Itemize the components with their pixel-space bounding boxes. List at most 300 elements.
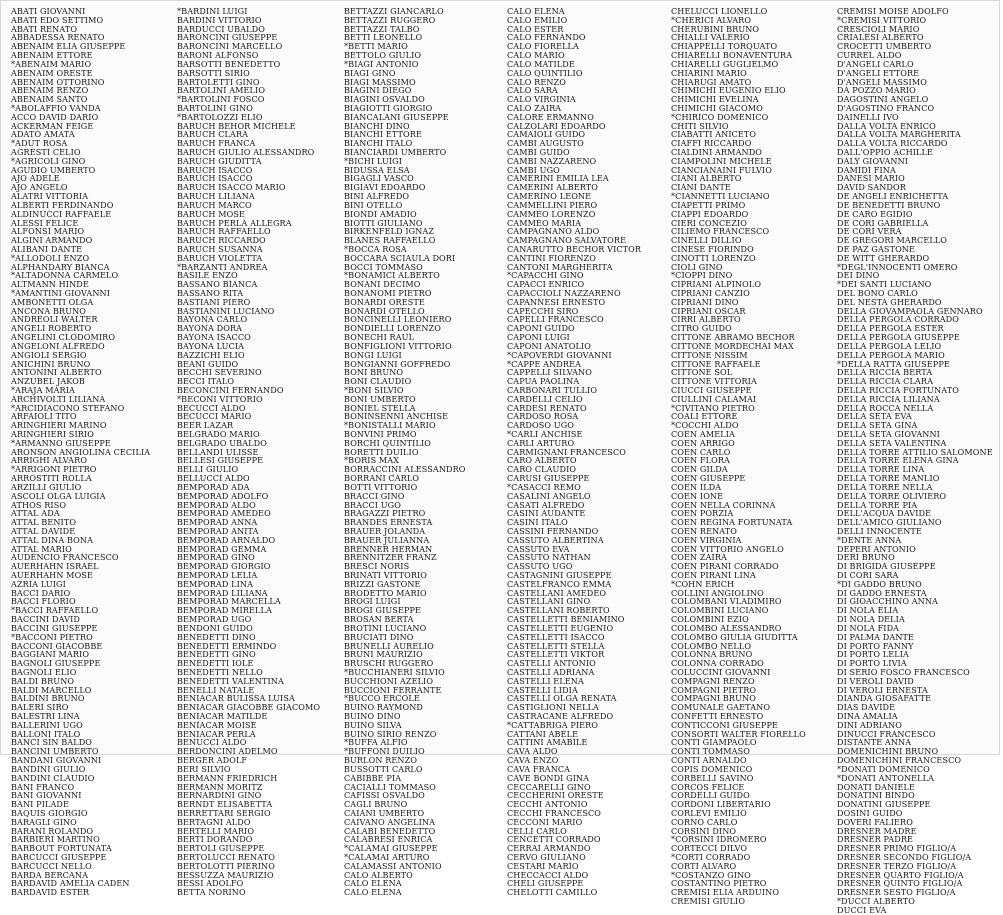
name-entry: *ALTADONNA CARMELO bbox=[11, 270, 119, 281]
name-entry: BALERI SIRO bbox=[11, 702, 69, 713]
name-entry: CASINI ITALO bbox=[507, 517, 568, 528]
name-entry: BEMPORAD ANNA bbox=[177, 517, 258, 528]
name-entry: BAGNOLI ELIO bbox=[11, 666, 77, 677]
name-entry: *DONATI ANTONELLA bbox=[837, 772, 935, 783]
name-entry: CELLI CARLO bbox=[507, 825, 567, 836]
name-entry: COLONNA BRUNO bbox=[671, 649, 753, 660]
name-entry: *CORSINI IDROMERO bbox=[671, 834, 767, 845]
name-entry: CHIAPPELLI TORQUATO bbox=[671, 41, 778, 52]
name-entry: CASTELLANI GINO bbox=[507, 596, 591, 607]
name-entry: DI PORTO LIVIA bbox=[837, 658, 907, 669]
name-entry: CAPONI GUIDO bbox=[507, 323, 575, 334]
name-entry: DELLA TORRE PIA bbox=[837, 499, 918, 510]
name-entry: BENEDETTI NELLO bbox=[177, 666, 263, 677]
name-entry: BIGIAVI EDOARDO bbox=[344, 182, 426, 193]
name-entry: BAYONA ISACCO bbox=[177, 332, 251, 343]
name-entry: CIABATTI ANICETO bbox=[671, 129, 757, 140]
name-entry: BERTELLI MARIO bbox=[177, 825, 255, 836]
name-entry: BARUCH ISACCO bbox=[177, 173, 253, 184]
name-entry: BONGI LUIGI bbox=[344, 349, 402, 360]
name-entry: COLLINI ANGIOLINO bbox=[671, 587, 764, 598]
name-entry: *BIAGI ANTONIO bbox=[344, 58, 419, 69]
name-entry: BRANDES ERNESTA bbox=[344, 517, 433, 528]
name-entry: CONTI TOMMASO bbox=[671, 746, 751, 757]
name-entry: CAPUA PAOLINA bbox=[507, 376, 580, 387]
name-entry: ADATO AMATA bbox=[11, 129, 75, 140]
name-entry: BARONCINI GIUSEPPE bbox=[177, 32, 278, 43]
name-entry: ARROSTITI ROLLA bbox=[11, 473, 92, 484]
name-entry: CHERUBINI BRUNO bbox=[671, 23, 760, 34]
name-entry: CAVA FRANCA bbox=[507, 763, 571, 774]
name-entry: CAFISSI OSVALDO bbox=[344, 790, 425, 801]
name-entry: CORDONI LIBERTARIO bbox=[671, 799, 771, 810]
name-entry: BARUCH ISACCO bbox=[177, 164, 253, 175]
name-entry: CRIALESI ALBERTO bbox=[837, 32, 924, 43]
name-entry: BIOTTI GIULIANO bbox=[344, 217, 423, 228]
name-entry: CITTONE SOL bbox=[671, 367, 733, 378]
name-entry: BAYONA CARLO bbox=[177, 314, 248, 325]
name-entry: CALO VIRGINIA bbox=[507, 94, 576, 105]
name-entry: ABENAIM ETTORE bbox=[11, 50, 93, 61]
name-entry: DI NOLA FIDA bbox=[837, 622, 900, 633]
name-entry: BARDAVID AMELIA CADEN bbox=[11, 878, 130, 889]
name-entry: BANDANI GIOVANNI bbox=[11, 755, 102, 766]
name-entry: BERMANN FRIEDRICH bbox=[177, 772, 278, 783]
name-entry: BAZZICHI ELIO bbox=[177, 349, 245, 360]
name-entry: CAIANI UMBERTO bbox=[344, 807, 425, 818]
name-entry: BRUNELLI AURELIO bbox=[344, 640, 434, 651]
name-entry: CORTECCI DILVO bbox=[671, 843, 748, 854]
name-entry: BARBIERI MARTINO bbox=[11, 834, 100, 845]
name-entry: DRESNER PADRE bbox=[837, 834, 914, 845]
name-entry: ABATI EDO SETTIMO bbox=[11, 14, 104, 25]
name-entry: CASTELLANI AMEDEO bbox=[507, 587, 607, 598]
name-entry: AJO ADELE bbox=[11, 173, 60, 184]
name-entry: COLOMBANI VLADIMIRO bbox=[671, 596, 782, 607]
name-entry: BARTOLINI AMELIO bbox=[177, 85, 266, 96]
name-entry: BARDINI VITTORIO bbox=[177, 14, 262, 25]
name-entry: CECCHI FRANCESCO bbox=[507, 807, 602, 818]
name-entry: CESTARI MARIO bbox=[507, 860, 579, 871]
name-entry: CERRAI ARMANDO bbox=[507, 843, 591, 854]
name-entry: BORETTI DUILIO bbox=[344, 446, 419, 457]
name-entry: BARUCH FRANCA bbox=[177, 138, 256, 149]
name-entry: BANDINI GIULIO bbox=[11, 763, 86, 774]
name-entry: ANDREOLI WALTER bbox=[11, 314, 98, 325]
name-entry: CASTAGNINI GIUSEPPE bbox=[507, 570, 612, 580]
name-entry: CONFETTI ERNESTO bbox=[671, 711, 764, 721]
name-entry: BACCONI GIACOBBE bbox=[11, 640, 103, 651]
name-entry: BEMPORAD ADOLFO bbox=[177, 490, 269, 501]
name-entry: BORRACCINI ALESSANDRO bbox=[344, 464, 466, 475]
name-entry: CASTELLETTI VIKTOR bbox=[507, 649, 605, 660]
name-entry: DEL BONO CARLO bbox=[837, 288, 918, 298]
name-entry: BAGGIANI MARIO bbox=[11, 649, 90, 660]
name-entry: COMPAGNI BRUNO bbox=[671, 693, 756, 704]
name-entry: BARONCINI MARCELLO bbox=[177, 41, 283, 52]
name-entry: DIAS DAVIDE bbox=[837, 702, 896, 713]
name-entry: DELLA SETA VALENTINA bbox=[837, 437, 947, 448]
name-entry: *CALAMAI GIUSEPPE bbox=[344, 843, 438, 854]
name-entry: ALTMANN HINDE bbox=[11, 279, 89, 290]
name-entry: BOCCI TOMMASO bbox=[344, 261, 423, 272]
name-entry: CALORE ERMANNO bbox=[507, 111, 594, 122]
name-entry: BINI OTELLO bbox=[344, 199, 403, 210]
name-entry: CITTONE ABRAMO BECHOR bbox=[671, 332, 795, 343]
name-entry: BERNDT ELISABETTA bbox=[177, 799, 273, 810]
name-entry: BROGI LUIGI bbox=[344, 596, 401, 607]
name-entry: CIPRIANI CANZIO bbox=[671, 288, 750, 298]
name-entry: CAPELLI FRANCESCO bbox=[507, 314, 604, 325]
name-entry: CHIALLI VALERIO bbox=[671, 32, 750, 43]
name-entry: CENCETTI CORRADO bbox=[507, 834, 601, 845]
name-entry: *ARRIGONI PIETRO bbox=[11, 464, 97, 475]
name-entry: *BARDINI LUIGI bbox=[177, 6, 248, 16]
name-entry: BERTI DORANDO bbox=[177, 834, 253, 845]
name-entry: *ALLODOLI ENZO bbox=[11, 252, 90, 263]
name-entry: CAGLI BRUNO bbox=[344, 799, 408, 810]
name-entry: BIAGI MASSIMO bbox=[344, 76, 416, 87]
name-entry: DOMENICHINI BRUNO bbox=[837, 746, 939, 757]
name-entry: BARUCH BEHOR MICHELE bbox=[177, 120, 296, 131]
name-entry: *DELLA RATTA GIUSEPPE bbox=[837, 358, 950, 369]
name-entry: *CAPACCHI GINO bbox=[507, 270, 584, 281]
name-entry: BEMPORAD LELIA bbox=[177, 570, 258, 580]
name-entry: BRUCIATI DINO bbox=[344, 631, 414, 642]
name-entry: BENIACAR GIACOBBE GIACOMO bbox=[177, 702, 321, 713]
name-entry: ARRIGHI ALVARO bbox=[11, 455, 88, 466]
name-entry: DELLA SETA GIOVANNI bbox=[837, 429, 940, 439]
name-entry: CAPPELLI SILVANO bbox=[507, 367, 592, 378]
name-entry: *BICHI LUIGI bbox=[344, 155, 403, 166]
name-entry: BRINATI VITTORIO bbox=[344, 570, 428, 580]
name-entry: BROGI GIUSEPPE bbox=[344, 605, 422, 616]
name-entry: CASINI AUDANTE bbox=[507, 508, 586, 519]
name-entry: DELLA PERGOLA GIUSEPPE bbox=[837, 332, 960, 343]
name-entry: BALDINI BRUNO bbox=[11, 693, 85, 704]
name-entry: CALO FERNANDO bbox=[507, 32, 586, 43]
name-entry: BALLERINI UGO bbox=[11, 719, 83, 730]
name-entry: BECONCINI FERNANDO bbox=[177, 384, 284, 395]
name-entry: BEMPORAD GEMMA bbox=[177, 543, 267, 554]
name-entry: BENDONI GUIDO bbox=[177, 622, 253, 633]
name-entry: DELLA GIOVAMPAOLA GENNARO bbox=[837, 305, 983, 316]
name-entry: DELLA ROCCA NELLA bbox=[837, 402, 934, 413]
name-entry: DI NOLA DELIA bbox=[837, 614, 905, 625]
name-entry: CAPECCHI SIRO bbox=[507, 305, 579, 316]
name-entry: DALLA VOLTA ENRICO bbox=[837, 120, 936, 131]
name-entry: CAVA ALDO bbox=[507, 746, 558, 757]
name-entry: *BUCCHIANERI SILVIO bbox=[344, 666, 445, 677]
name-entry: DE GREGORI MARCELLO bbox=[837, 235, 948, 246]
name-entry: ABATI GIOVANNI bbox=[11, 6, 86, 16]
name-entry: BRUNI MAURIZIO bbox=[344, 649, 423, 660]
name-entry: CAMMEO MARIA bbox=[507, 217, 582, 228]
name-entry: BARUCH CLARA bbox=[177, 129, 249, 140]
name-entry: CANARUTTO BECHOR VICTOR bbox=[507, 243, 642, 254]
name-entry: CAPACCIOLI NAZZARENO bbox=[507, 288, 621, 298]
name-entry: CIALDINI ARMANDO bbox=[671, 147, 763, 157]
name-entry: *ABOLAFFIO VANDA bbox=[11, 102, 101, 113]
name-entry: BARDUCCI UBALDO bbox=[177, 23, 265, 34]
name-entry: ANGELI ROBERTO bbox=[11, 323, 92, 334]
name-entry: BERDONCINI ADELMO bbox=[177, 746, 278, 757]
name-entry: BONGIANNI GOFFREDO bbox=[344, 358, 451, 369]
name-entry: BONIEL STELLA bbox=[344, 402, 416, 413]
name-entry: ACCO DAVID DARIO bbox=[11, 111, 99, 122]
name-entry: ABENAIM SANTO bbox=[11, 94, 88, 105]
name-entry: BARDA BERCANA bbox=[11, 869, 89, 880]
name-entry: BENEDETTI DINO bbox=[177, 631, 256, 642]
name-entry: CREMISI ELIA ARDUINO bbox=[671, 887, 780, 898]
name-entry: COEN PIRANI LINA bbox=[671, 570, 756, 580]
name-entry: BETTA NORINO bbox=[177, 887, 246, 898]
name-entry: *BECONI VITTORIO bbox=[177, 393, 263, 404]
name-entry: BELLUCCI ALDO bbox=[177, 473, 250, 484]
name-entry: AGRESTI CELIO bbox=[11, 147, 81, 157]
name-entry: DELLA RICCIA CLARA bbox=[837, 376, 934, 387]
name-entry: DAGOSTINI ANGELO bbox=[837, 94, 929, 105]
name-entry: CASTELLI ANTONIO bbox=[507, 658, 596, 669]
name-entry: ARINGHIERI SIRIO bbox=[11, 429, 94, 439]
name-entry: BENIACAR PERLA bbox=[177, 728, 256, 739]
name-entry: DISTANTE ANNA bbox=[837, 737, 912, 748]
name-entry: DINUCCI FRANCESCO bbox=[837, 728, 936, 739]
name-entry: BETTAZZI RUGGERO bbox=[344, 14, 436, 25]
name-entry: CASTELLETTI BENIAMINO bbox=[507, 614, 625, 625]
name-entry: ANGELINI CLODOMIRO bbox=[11, 332, 116, 343]
name-entry: *CAPOVERDI GIOVANNI bbox=[507, 349, 612, 360]
name-entry: *CASACCI REMO bbox=[507, 481, 581, 492]
name-entry: BIANCALANI GIUSEPPE bbox=[344, 111, 449, 122]
name-entry: COEN ILDA bbox=[671, 481, 722, 492]
name-entry: CREMISI GIULIO bbox=[671, 896, 746, 907]
name-entry: CREMISI MOISE ADOLFO bbox=[837, 6, 949, 16]
name-entry: BROTINI LUCIANO bbox=[344, 622, 427, 633]
name-entry: CONTI ARNALDO bbox=[671, 755, 747, 766]
name-entry: CHIMICHI GIACOMO bbox=[671, 102, 763, 113]
name-entry: CAMERINI ALBERTO bbox=[507, 182, 599, 193]
name-entry: DI NOLA ELIA bbox=[837, 605, 899, 616]
name-entry: BASILE ENZO bbox=[177, 270, 238, 281]
name-entry: COLOMBO NELLO bbox=[671, 640, 752, 651]
name-entry: CIANCIANAINI FULVIO bbox=[671, 164, 772, 175]
name-entry: BALLONI ITALO bbox=[11, 728, 81, 739]
name-entry: CHIARUGI AMATO bbox=[671, 76, 752, 87]
name-entry: BUINO DINO bbox=[344, 711, 401, 721]
name-entry: *DEI SANTI LUCIANO bbox=[837, 279, 932, 290]
name-entry: *BUCCO ERCOLE bbox=[344, 693, 420, 704]
name-entry: ABENAIM RENZO bbox=[11, 85, 89, 96]
name-entry: *AGRICOLI GINO bbox=[11, 155, 86, 166]
name-entry: DAMIDI FINA bbox=[837, 164, 896, 175]
name-entry: CAMAIOLI GUIDO bbox=[507, 129, 586, 140]
name-entry: ABENAIM OTTORINO bbox=[11, 76, 105, 87]
name-entry: *ARMANNO GIUSEPPE bbox=[11, 437, 111, 448]
name-entry: DRESNER QUARTO FIGLIO/A bbox=[837, 869, 964, 880]
name-entry: DI SERIO FOSCO FRANCESCO bbox=[837, 666, 970, 677]
name-entry: DEPERI ANTONIO bbox=[837, 543, 916, 554]
name-entry: CAPACCI ENRICO bbox=[507, 279, 585, 290]
name-entry: BAQUIS GIORGIO bbox=[11, 807, 88, 818]
name-entry: BENEDETTI VALENTINA bbox=[177, 675, 284, 686]
name-column-2 bbox=[177, 6, 343, 898]
name-entry: COEN PIRANI CORRADO bbox=[671, 561, 779, 572]
name-entry: D'AGOSTINO FRANCO bbox=[837, 102, 935, 113]
name-entry: DRESNER TERZO FIGLIO/A bbox=[837, 860, 957, 871]
name-entry: DE CORI VERA bbox=[837, 226, 902, 237]
name-entry: BRENNITZER FRANZ bbox=[344, 552, 437, 563]
name-entry: BONANOMI PIETRO bbox=[344, 288, 432, 298]
name-entry: DE WITT GHERARDO bbox=[837, 252, 930, 263]
name-entry: CIOLI GINO bbox=[671, 261, 723, 272]
name-entry: ALFONSI MARIO bbox=[11, 226, 85, 237]
name-entry: BIAGI GINO bbox=[344, 67, 396, 78]
name-entry: CASTIGLIONI NELLA bbox=[507, 702, 599, 713]
name-entry: BONARDI OTELLO bbox=[344, 305, 425, 316]
name-entry: BETTAZZI TALBO bbox=[344, 23, 420, 34]
name-entry: CITTONE MORDECHAI MAX bbox=[671, 340, 794, 351]
name-entry: DI VEROLI DAVID bbox=[837, 675, 914, 686]
name-entry: BONFIGLIONI VITTORIO bbox=[344, 340, 452, 351]
name-entry: CATTANI ABELE bbox=[507, 728, 579, 739]
name-entry: AZRIA LUIGI bbox=[11, 578, 66, 589]
name-entry: ANZUBEL JAKOB bbox=[11, 376, 85, 387]
name-entry: CASSUTO ALBERTINA bbox=[507, 534, 604, 545]
name-entry: BERRETTARI SERGIO bbox=[177, 807, 271, 818]
name-entry: DRESNER PRIMO FIGLIO/A bbox=[837, 843, 957, 854]
name-entry: BELGRADO UBALDO bbox=[177, 437, 267, 448]
name-entry: CASTELFRANCO EMMA bbox=[507, 578, 612, 589]
name-entry: BEMPORAD ANITA bbox=[177, 525, 259, 536]
name-entry: BIRKENFELD IGNAZ bbox=[344, 226, 435, 237]
name-entry: CIPRIANI DINO bbox=[671, 296, 739, 307]
name-entry: COPIS DOMENICO bbox=[671, 763, 753, 774]
name-entry: DAINELLI IVO bbox=[837, 111, 899, 122]
name-entry: CALABI BENEDETTO bbox=[344, 825, 436, 836]
name-entry: DELLA RICCIA BERTA bbox=[837, 367, 933, 378]
name-entry: ATTAL DAVIDE bbox=[11, 525, 76, 536]
name-entry: CONSORTI WALTER FIORELLO bbox=[671, 728, 806, 739]
name-entry: CIULLINI CALAMAI bbox=[671, 393, 757, 404]
name-entry: BELGRADO MARIO bbox=[177, 429, 260, 439]
name-entry: BENELLI NATALE bbox=[177, 684, 255, 695]
name-entry: CALO ALBERTO bbox=[344, 869, 413, 880]
name-entry: BARSOTTI SIRIO bbox=[177, 67, 250, 78]
name-entry: *COSTANZO GINO bbox=[671, 869, 751, 880]
name-entry: BECCHI SEVERINO bbox=[177, 367, 262, 378]
name-entry: BURLON RENZO bbox=[344, 755, 418, 766]
name-entry: DELLA TORRE ATTILIO SALOMONE bbox=[837, 446, 993, 457]
name-entry: BETTOLO GIULIO bbox=[344, 50, 422, 61]
name-entry: BEMPORAD LILIANA bbox=[177, 587, 268, 598]
name-entry: BIANCHI DINO bbox=[344, 120, 410, 131]
name-entry: DI PORTO FANNY bbox=[837, 640, 914, 651]
name-entry: DEI DINO bbox=[837, 270, 880, 281]
name-entry: *CHIRICO DOMENICO bbox=[671, 111, 769, 122]
name-entry: COSTANTINO PIETRO bbox=[671, 878, 767, 889]
name-entry: DOVERI FALIERO bbox=[837, 816, 913, 827]
name-entry: DELLA PERGOLA MARIO bbox=[837, 349, 945, 360]
name-entry: BUCCIONI FERRANTE bbox=[344, 684, 442, 695]
name-entry: BEMPORAD GINO bbox=[177, 552, 255, 563]
name-entry: CORLEVI EMILIO bbox=[671, 807, 747, 818]
name-entry: CANTONI MARGHERITA bbox=[507, 261, 613, 272]
name-entry: CRESCIOLI MARIO bbox=[837, 23, 920, 34]
name-entry: ACKERMAN FEIGE bbox=[11, 120, 94, 131]
name-entry: CALO FIORELLA bbox=[507, 41, 579, 52]
name-entry: ARONSON ANGIOLINA CECILIA bbox=[11, 446, 151, 457]
name-entry: DI PALMA DANTE bbox=[837, 631, 915, 642]
name-entry: ABENAIM ORESTE bbox=[11, 67, 93, 78]
name-entry: BAYONA LUCIA bbox=[177, 340, 245, 351]
name-entry: DOMENICHINI FRANCESCO bbox=[837, 755, 962, 766]
name-entry: COEN CARLO bbox=[671, 446, 731, 457]
name-entry: CROCETTI UMBERTO bbox=[837, 41, 932, 52]
name-entry: BESSUZZA MAURIZIO bbox=[177, 869, 274, 880]
name-entry: AMBONETTI OLGA bbox=[11, 296, 94, 307]
name-entry: *ARCIDIACONO STEFANO bbox=[11, 402, 125, 413]
name-entry: ATTAL ADA bbox=[11, 508, 60, 519]
name-entry: COEN PORZIA bbox=[671, 508, 734, 519]
name-entry: ALESSI FELICE bbox=[11, 217, 79, 228]
name-entry: BRUSCHI RUGGERO bbox=[344, 658, 434, 669]
name-entry: BASSANO BIANCA bbox=[177, 279, 258, 290]
name-entry: CORTI ALVARO bbox=[671, 860, 737, 871]
name-entry: BONI UMBERTO bbox=[344, 393, 416, 404]
name-entry: ARINGHIERI MARINO bbox=[11, 420, 107, 431]
name-entry: CASTELLETTI STELLA bbox=[507, 640, 605, 651]
name-entry: BANI PILADE bbox=[11, 799, 70, 810]
name-entry: BARANI ROLANDO bbox=[11, 825, 94, 836]
name-entry: DE BENEDETTI BRUNO bbox=[837, 199, 941, 210]
name-entry: BETTAZZI GIANCARLO bbox=[344, 6, 444, 16]
name-entry: CALAMASSI ANTONIO bbox=[344, 860, 442, 871]
name-entry: BAGNOLI GIUSEPPE bbox=[11, 658, 101, 669]
name-entry: *BORIS MAX bbox=[344, 455, 400, 466]
name-entry: *COCCHI ALDO bbox=[671, 420, 739, 431]
name-entry: DE CORI GABRIELLA bbox=[837, 217, 929, 228]
name-entry: CAMBI AUGUSTO bbox=[507, 138, 584, 149]
name-entry: BARUCH SUSANNA bbox=[177, 243, 263, 254]
name-entry: CALO EMILIO bbox=[507, 14, 568, 25]
name-entry: BELLESI GIUSEPPE bbox=[177, 455, 264, 466]
name-entry: CORSINI DINO bbox=[671, 825, 737, 836]
name-entry: DI PORTO LELIA bbox=[837, 649, 909, 660]
name-entry: CASTELLETTI ISACCO bbox=[507, 631, 605, 642]
name-entry: CINOTTI LORENZO bbox=[671, 252, 756, 263]
name-entry: BONI CLAUDIO bbox=[344, 376, 412, 387]
name-entry: BERNARDINI GINO bbox=[177, 790, 262, 801]
name-entry: BACCINI DAVID bbox=[11, 614, 80, 625]
name-entry: BRACCI GINO bbox=[344, 490, 405, 501]
name-entry: *AMANTINI GIOVANNI bbox=[11, 288, 111, 298]
name-entry: CERVO GIULIANO bbox=[507, 852, 586, 862]
name-entry: ATTAL MARIO bbox=[11, 543, 72, 554]
name-entry: BORRANI CARLO bbox=[344, 473, 420, 484]
name-entry: ANGELONI ALFREDO bbox=[11, 340, 105, 351]
name-entry: BENEDETTI GINO bbox=[177, 649, 256, 660]
name-entry: BECCI ITALO bbox=[177, 376, 235, 387]
name-entry: CAMERINI EMILIA LEA bbox=[507, 173, 609, 184]
name-entry: BARUCH LILIANA bbox=[177, 191, 255, 202]
name-entry: BERMANN MORITZ bbox=[177, 781, 263, 792]
name-entry: DELLA PERGOLA LELIO bbox=[837, 340, 942, 351]
name-entry: CIRRI ALBERTO bbox=[671, 314, 741, 325]
name-entry: *BOCCA ROSA bbox=[344, 243, 407, 254]
name-entry: ABATI RENATO bbox=[11, 23, 78, 34]
name-entry: BEMPORAD ARNALDO bbox=[177, 534, 276, 545]
